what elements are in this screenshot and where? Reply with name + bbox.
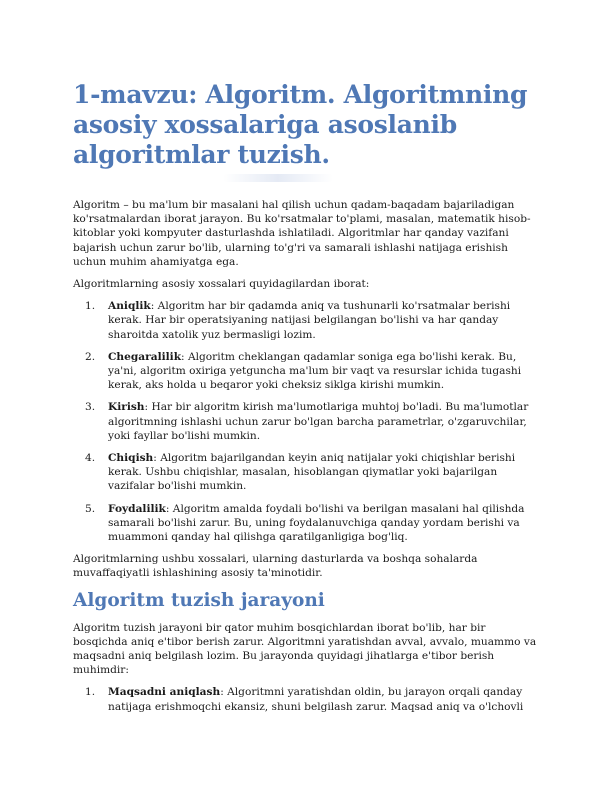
- page-title: 1-mavzu: Algoritm. Algoritmning asosiy xossalariga asoslanib algoritmlar tuzish.: [73, 80, 528, 169]
- properties-lead: Algoritmlarning asosiy xossalari quyidagilardan iborat:: [73, 278, 370, 291]
- list-item: [73, 502, 543, 545]
- list-term: Maqsadni aniqlash: [108, 686, 221, 699]
- list-text: : Algoritm bajarilgandan keyin aniq natijalar yoki chiqishlar berishi kerak. Ushbu chiqishlar, masalan, hisoblangan qiymatlar yoki bajarilgan vazifalar bo'lishi mumkin.: [108, 452, 516, 493]
- list-number: 5.: [85, 502, 96, 515]
- list-text: : Algoritmni yaratishdan oldin, bu jarayon orqali qanday natijaga erishmoqchi ekansiz, shuni belgilash zarur. Maqsad aniq va o'lchovli: [108, 686, 524, 713]
- intro-paragraph: Algoritm – bu ma'lum bir masalani hal qilish uchun qadam-baqadam bajariladigan ko'rsatmalardan iborat jarayon. Bu ko'rsatmalar to'plami, masalan, matematik hisob-kitoblar yoki kompyuter dasturlashda ishlatiladi. Algoritmlar har qanday vazifani bajarish uchun zarur bo'lib, ularning to'g'ri va samarali ishlashi natijaga erishish uchun muhim ahamiyatga ega.: [73, 199, 531, 268]
- list-item: [73, 400, 543, 443]
- list-text: : Algoritm cheklangan qadamlar soniga ega bo'lishi kerak. Bu, ya'ni, algoritm oxiriga yetguncha ma'lum bir vaqt va resurslar ichida tugashi kerak, aks holda u beqaror yoki cheksiz siklga kirishi mumkin.: [108, 350, 522, 392]
- list-text: : Algoritm har bir qadamda aniq va tushunarli ko'rsatmalar berishi kerak. Har bir operatsiyaning natijasi belgilangan bo'lishi va har qanday sharoitda xatolik yuz bermasligi lozim.: [108, 300, 511, 341]
- steps-list: [73, 685, 543, 713]
- list-term: Chiqish: [108, 452, 154, 465]
- section-heading: Algoritm tuzish jarayoni: [73, 589, 325, 611]
- list-term: Chegaralilik: [108, 350, 182, 363]
- list-item: [73, 350, 543, 393]
- list-number: 4.: [85, 452, 96, 465]
- list-item: [73, 685, 543, 713]
- list-text: : Algoritm amalda foydali bo'lishi va berilgan masalani hal qilishda samarali bo'lishi zarur. Bu, uning foydalanuvchiga qanday yordam berishi va muammoni qanday hal qilishga qaratilganligiga bog'liq.: [108, 502, 525, 544]
- section-intro-paragraph: Algoritm tuzish jarayoni bir qator muhim bosqichlardan iborat bo'lib, har bir bosqichda aniq e'tibor berish zarur. Algoritmni yaratishdan avval, avvalo, muammo va maqsadni aniq belgilash lozim. Bu jarayonda quyidagi jihatlarga e'tibor berish muhimdir:: [73, 621, 537, 677]
- list-number: 1.: [85, 686, 96, 699]
- document-page: [73, 80, 543, 722]
- list-item: [73, 451, 543, 494]
- list-term: Foydalilik: [108, 502, 166, 515]
- list-number: 1.: [85, 300, 96, 313]
- list-number: 2.: [85, 350, 96, 363]
- properties-list: [73, 299, 543, 544]
- list-item: [73, 299, 543, 342]
- title-underline-decoration: [73, 170, 543, 198]
- list-number: 3.: [85, 401, 96, 414]
- summary-paragraph: Algoritmlarning ushbu xossalari, ularning dasturlarda va boshqa sohalarda muvaffaqiyatli ishlashining asosiy ta'minotidir.: [73, 553, 478, 580]
- list-term: Kirish: [108, 401, 145, 414]
- list-term: Aniqlik: [108, 300, 151, 313]
- list-text: : Har bir algoritm kirish ma'lumotlariga muhtoj bo'ladi. Bu ma'lumotlar algoritmning ishlashi uchun zarur bo'lgan barcha parametrlar, o'zgaruvchilar, yoki fayllar bo'lishi mumkin.: [108, 401, 529, 442]
